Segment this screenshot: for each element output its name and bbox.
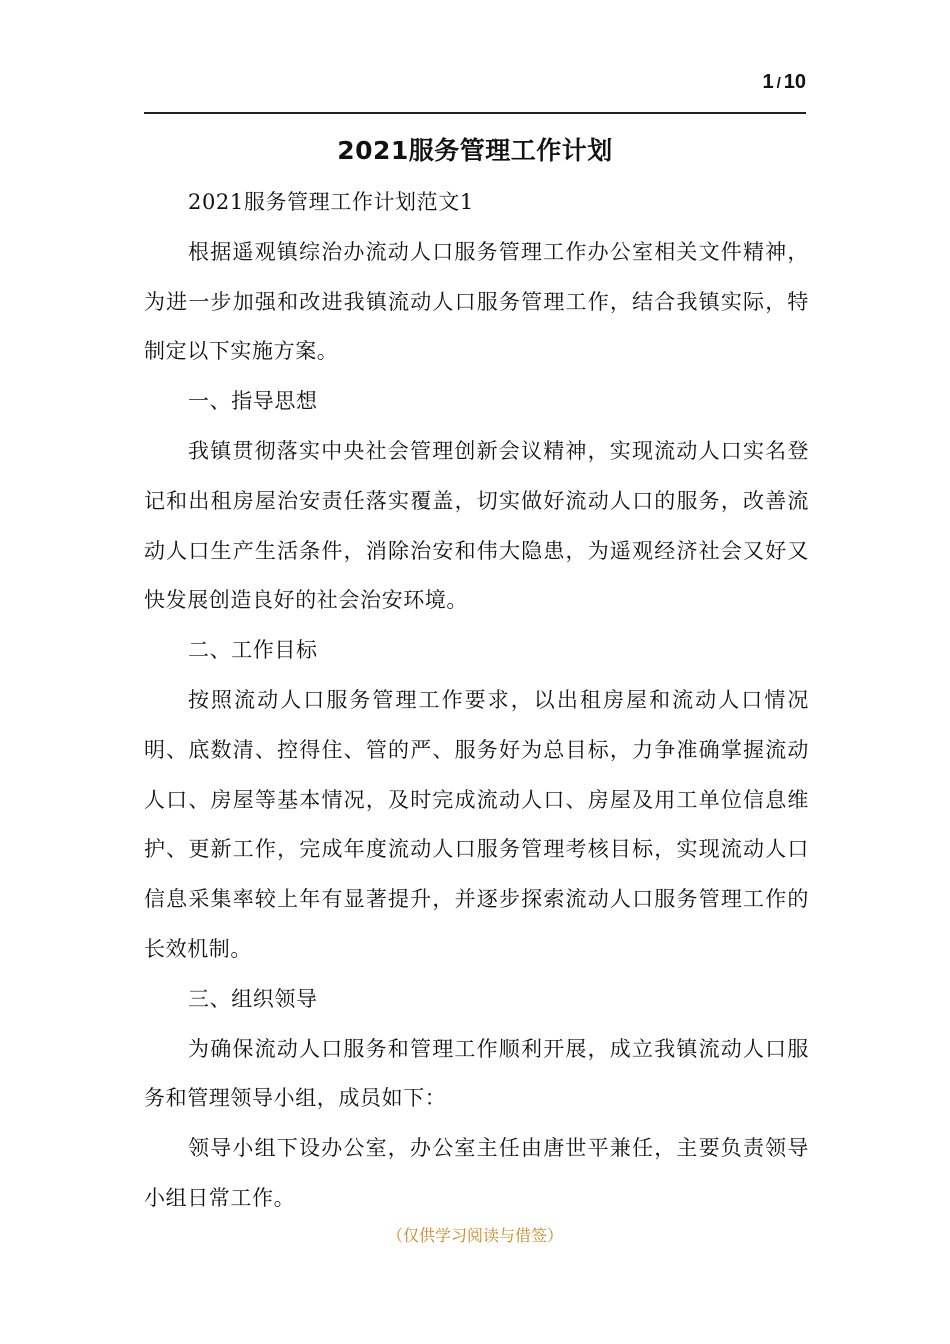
page-number [762,70,806,96]
section-heading-work-goals: 二、工作目标 [188,638,318,663]
footer-note: （仅供学习阅读与借签） [386,1226,563,1245]
section-heading-organization: 三、组织领导 [188,986,318,1011]
paragraph-subtitle: 2021服务管理工作计划范文1 [188,190,474,214]
document-body [144,178,809,1224]
paragraph-office: 领导小组下设办公室，办公室主任由唐世平兼任，主要负责领导小组日常工作。 [144,1136,809,1210]
paragraph-guiding-ideology: 我镇贯彻落实中央社会管理创新会议精神，实现流动人口实名登记和出租房屋治安责任落实覆盖，切实做好流动人口的服务，改善流动人口生产生活条件，消除治安和伟大隐患，为遥观经济社会又好又快发展创造良好的社会治安环境。 [144,438,809,613]
paragraph-work-goals: 按照流动人口服务管理工作要求，以出租房屋和流动人口情况明、底数清、控得住、管的严、服务好为总目标，力争准确掌握流动人口、房屋等基本情况，及时完成流动人口、房屋及用工单位信息维护、更新工作，完成年度流动人口服务管理考核目标，实现流动人口信息采集率较上年有显著提升，并逐步探索流动人口服务管理工作的长效机制。 [144,687,809,961]
page-total: 10 [783,71,806,93]
page-separator: / [776,75,781,92]
paragraph-intro: 根据遥观镇综治办流动人口服务管理工作办公室相关文件精神，为进一步加强和改进我镇流动人口服务管理工作，结合我镇实际，特制定以下实施方案。 [144,239,809,364]
paragraph-organization: 为确保流动人口服务和管理工作顺利开展，成立我镇流动人口服务和管理领导小组，成员如下： [144,1036,809,1111]
document-title: 2021服务管理工作计划 [337,136,613,165]
header-divider [144,112,806,114]
page-current: 1 [762,71,774,93]
section-heading-guiding-ideology: 一、指导思想 [188,389,318,414]
